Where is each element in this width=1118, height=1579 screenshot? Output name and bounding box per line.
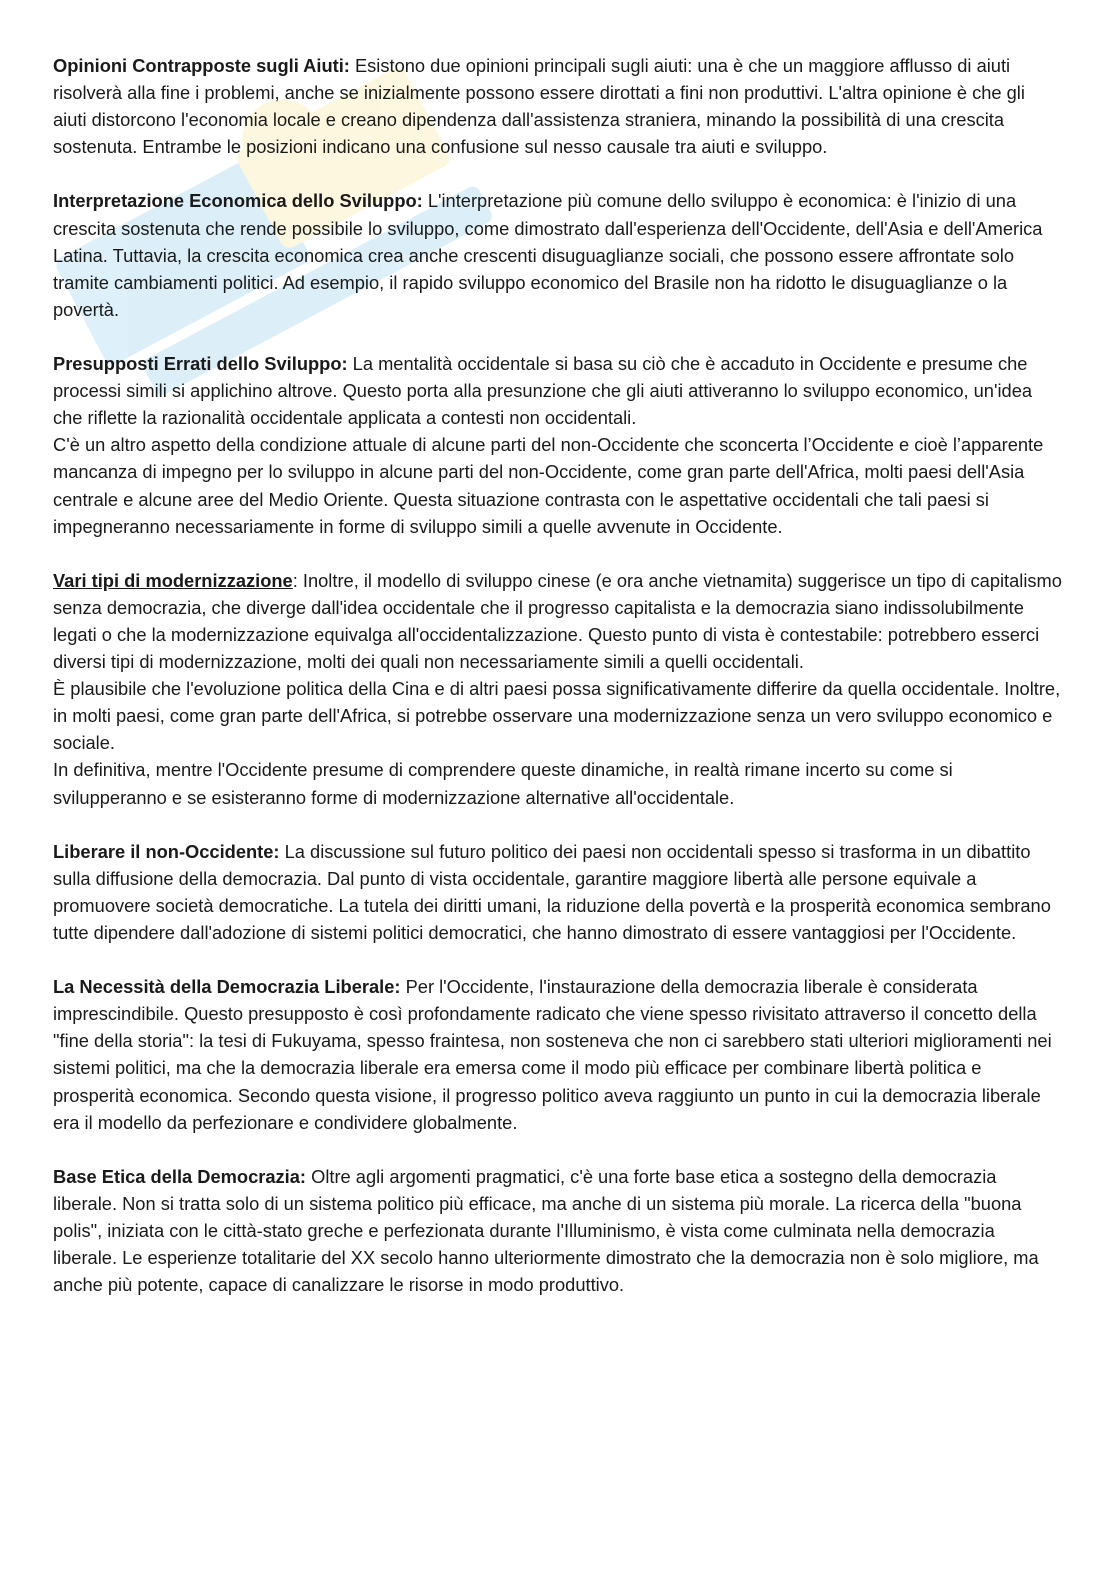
body-text: : Inoltre, il modello di sviluppo cinese (e ora anche vietnamita) suggerisce un tipo di capitalismo senza democrazia, che diverge dall'idea occidentale che il progresso capitalista e la democrazia siano indissolubilmente legati o che la modernizzazione equivalga all'occidentalizzazione. Questo punto di vista è contestabile: potrebbero esserci diversi tipi di modernizzazione, molti dei quali non necessariamente simili a quelli occidentali. [53,569,1062,673]
section-modernizzazione [53,567,1063,811]
body-text: Per l'Occidente, l'instaurazione della democrazia liberale è considerata imprescindibile. Questo presupposto è così profondamente radicato che viene spesso rivisitato attraverso il concetto della "fine della storia": la tesi di Fukuyama, spesso fraintesa, non sosteneva che non ci sarebbero stati ulteriori miglioramenti nei sistemi politici, ma che la democrazia liberale era emersa come il modo più efficace per combinare libertà politica e prosperità economica. Secondo questa visione, il progresso politico aveva raggiunto un punto in cui la democrazia liberale era il modello da perfezionare e condividere globalmente. [53,976,1052,1133]
paragraph: C'è un altro aspetto della condizione attuale di alcune parti del non-Occidente che sconcerta l’Occidente e cioè l’apparente mancanza di impegno per lo sviluppo in alcune parti del non-Occidente, come gran parte dell'Africa, molti paesi dell'Asia centrale e alcune aree del Medio Oriente. Questa situazione contrasta con le aspettative occidentali che tali paesi si impegneranno necessariamente in forme di sviluppo simili a quelle avvenute in Occidente. [53,434,1044,537]
section-heading: Vari tipi di modernizzazione [53,569,293,591]
section-heading: La Necessità della Democrazia Liberale: [53,976,401,998]
section-liberare [53,838,1063,946]
section-heading: Base Etica della Democrazia: [53,1165,307,1187]
body-text: La mentalità occidentale si basa su ciò che è accaduto in Occidente e presume che processi simili si applichino altrove. Questo porta alla presunzione che gli aiuti attiveranno lo sviluppo economico, un'idea che riflette la razionalità occidentale applicata a contesti non occidentali. [53,353,1033,429]
section-heading: Opinioni Contrapposte sugli Aiuti: [53,55,350,76]
paragraph [53,838,1063,946]
paragraph: È plausibile che l'evoluzione politica della Cina e di altri paesi possa significativamente differire da quella occidentale. Inoltre, in molti paesi, come gran parte dell'Africa, si potrebbe osservare una modernizzazione senza un vero sviluppo economico e sociale. [53,678,1061,754]
paragraph [53,1163,1063,1298]
paragraph [53,52,1063,160]
section-heading: Interpretazione Economica dello Sviluppo: [53,190,423,212]
document-page [53,52,1063,1325]
section-democrazia-liberale [53,973,1063,1136]
body-text: L'interpretazione più comune dello sviluppo è economica: è l'inizio di una crescita sostenuta che rende possibile lo sviluppo, come dimostrato dall'esperienza dell'Occidente, dell'Asia e dell'America Latina. Tuttavia, la crescita economica crea anche crescenti disuguaglianze sociali, che possono essere affrontate solo tramite cambiamenti politici. Ad esempio, il rapido sviluppo economico del Brasile non ha ridotto le disuguaglianze o la povertà. [53,190,1043,320]
body-text: La discussione sul futuro politico dei paesi non occidentali spesso si trasforma in un dibattito sulla diffusione della democrazia. Dal punto di vista occidentale, garantire maggiore libertà alle persone equivale a promuovere società democratiche. La tutela dei diritti umani, la riduzione della povertà e la prosperità economica sembrano tutte dipendere dall'adozione di sistemi politici democratici, che hanno dimostrato di essere vantaggiosi per l'Occidente. [53,840,1051,943]
section-heading: Liberare il non-Occidente: [53,840,280,862]
body-text: Oltre agli argomenti pragmatici, c'è una forte base etica a sostegno della democrazia liberale. Non si tratta solo di un sistema politico più efficace, ma anche di un sistema più morale. La ricerca della "buona polis", iniziata con le città-stato greche e perfezionata durante l'Illuminismo, è vista come culminata nella democrazia liberale. Le esperienze totalitarie del XX secolo hanno ulteriormente dimostrato che la democrazia non è solo migliore, ma anche più potente, capace di canalizzare le risorse in modo produttivo. [53,1165,1039,1296]
section-presupposti-errati [53,350,1063,540]
section-aiuti [53,52,1063,160]
paragraph [53,350,1063,431]
section-base-etica [53,1163,1063,1298]
paragraph: In definitiva, mentre l'Occidente presume di comprendere queste dinamiche, in realtà rimane incerto su come si svilupperanno e se esisteranno forme di modernizzazione alternative all'occidentale. [53,759,953,808]
paragraph [53,187,1063,322]
body-text: Esistono due opinioni principali sugli aiuti: una è che un maggiore afflusso di aiuti risolverà alla fine i problemi, anche se inizialmente possono essere dirottati a fini non produttivi. L'altra opinione è che gli aiuti distorcono l'economia locale e creano dipendenza dall'assistenza straniera, minando la possibilità di una crescita sostenuta. Entrambe le posizioni indicano una confusione sul nesso causale tra aiuti e sviluppo. [53,55,1025,158]
section-heading: Presupposti Errati dello Sviluppo: [53,353,348,375]
paragraph [53,567,1063,675]
paragraph [53,973,1063,1136]
section-interpretazione-economica [53,187,1063,322]
